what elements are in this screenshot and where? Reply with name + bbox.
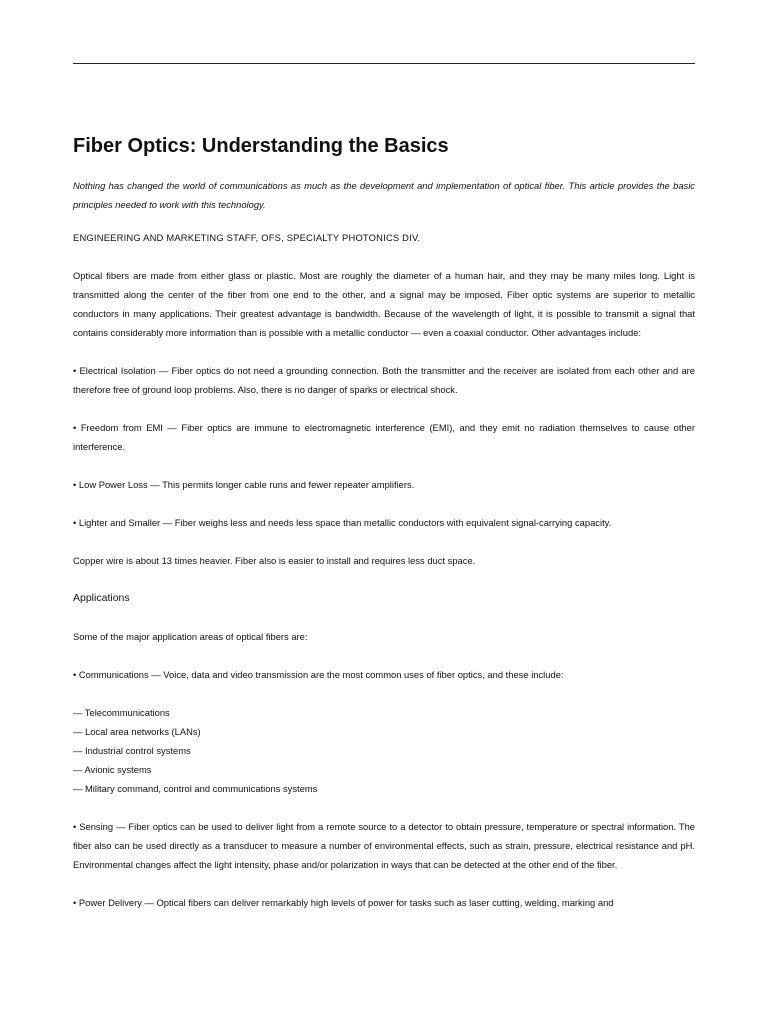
paragraph-overview: Optical fibers are made from either glass or plastic. Most are roughly the diameter of a human hair, and they may be many miles long. Light is transmitted along the center of the fiber from one end to the other, and a signal may be imposed. Fiber optic systems are superior to metallic conductors in many applications. Their greatest advantage is bandwidth. Because of the wavelength of light, it is possible to transmit a signal that contains considerably more information than is possible with a metallic conductor — even a coaxial conductor. Other advantages include: [73, 270, 695, 338]
list-item: — Local area networks (LANs) [73, 726, 201, 737]
list-item: — Avionic systems [73, 764, 152, 775]
advantage-low-power-loss: • Low Power Loss — This permits longer cable runs and fewer repeater amplifiers. [73, 479, 415, 490]
application-communications: • Communications — Voice, data and video transmission are the most common uses of fiber optics, and these include: [73, 669, 564, 680]
application-power-delivery: • Power Delivery — Optical fibers can deliver remarkably high levels of power for tasks such as laser cutting, welding, marking and [73, 897, 614, 908]
header-rule [73, 63, 695, 64]
paragraph-applications-intro: Some of the major application areas of optical fibers are: [73, 631, 308, 642]
list-item: — Telecommunications [73, 707, 170, 718]
paragraph-copper: Copper wire is about 13 times heavier. Fiber also is easier to install and requires less duct space. [73, 555, 476, 566]
article-intro: Nothing has changed the world of communications as much as the development and implementation of optical fiber. This article provides the basic principles needed to work with this technology. [73, 180, 695, 210]
article-title: Fiber Optics: Understanding the Basics [73, 135, 449, 157]
section-heading-applications: Applications [73, 592, 130, 604]
application-sensing: • Sensing — Fiber optics can be used to deliver light from a remote source to a detector to obtain pressure, temperature or spectral information. The fiber also can be used directly as a transducer to measure a number of environmental effects, such as strain, pressure, electrical resistance and pH. Environmental changes affect the light intensity, phase and/or polarization in ways that can be detected at the other end of the fiber. [73, 821, 695, 870]
list-item: — Industrial control systems [73, 745, 191, 756]
advantage-emi: • Freedom from EMI — Fiber optics are immune to electromagnetic interference (EMI), and they emit no radiation themselves to cause other interference. [73, 422, 695, 452]
advantage-lighter-smaller: • Lighter and Smaller — Fiber weighs less and needs less space than metallic conductors with equivalent signal-carrying capacity. [73, 517, 612, 528]
list-item: — Military command, control and communications systems [73, 783, 318, 794]
communications-list [73, 703, 695, 798]
byline: ENGINEERING AND MARKETING STAFF, OFS, SPECIALTY PHOTONICS DIV. [73, 232, 421, 243]
advantage-electrical-isolation: • Electrical Isolation — Fiber optics do not need a grounding connection. Both the transmitter and the receiver are isolated from each other and are therefore free of ground loop problems. Also, there is no danger of sparks or electrical shock. [73, 365, 695, 395]
article-body [73, 132, 695, 912]
